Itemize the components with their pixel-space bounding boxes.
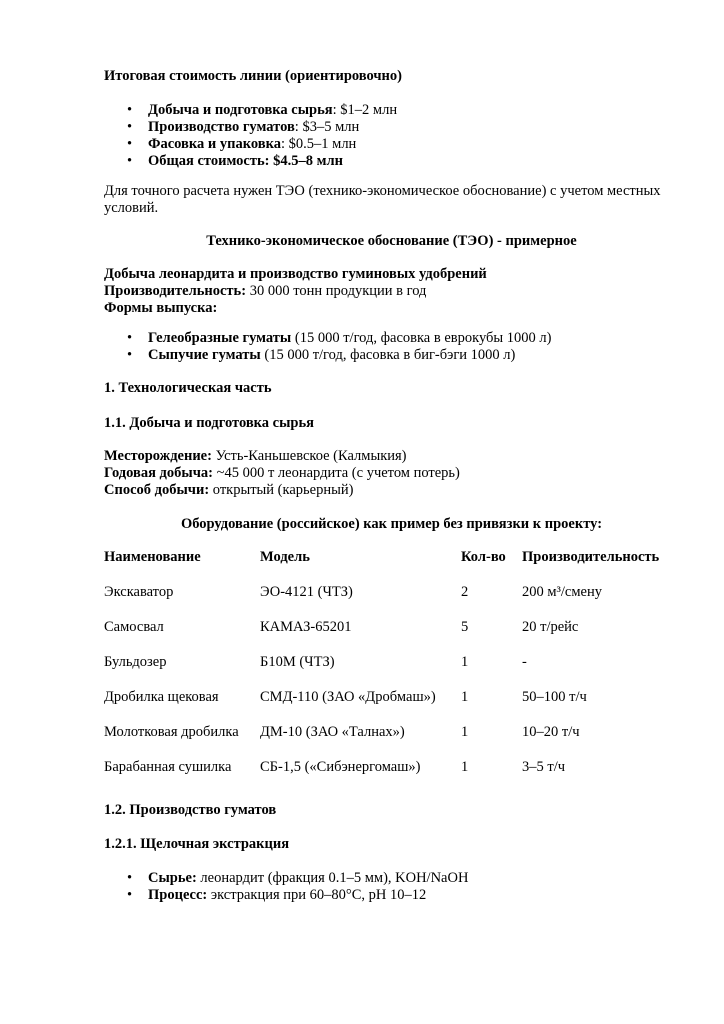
cost-list: [104, 102, 679, 170]
forms-list: [104, 330, 679, 364]
extraction-list: [104, 870, 679, 904]
table-row: Экскаватор ЭО-4121 (ЧТЗ) 2 200 м³/смену: [104, 584, 602, 600]
bullet-icon: •: [127, 136, 133, 152]
equipment-table: [104, 540, 674, 785]
deposit-line: Месторождение: Усть-Каньшевское (Калмыкия): [104, 448, 407, 464]
section-1-2-title: 1.2. Производство гуматов: [104, 802, 277, 818]
teo-title: Технико-экономическое обоснование (ТЭО) - примерное: [206, 233, 577, 249]
table-row: Барабанная сушилка СБ-1,5 («Сибэнергомаш») 1 3–5 т/ч: [104, 759, 566, 775]
list-item: • Сырье: леонардит (фракция 0.1–5 мм), KOH/NaOH: [127, 870, 469, 886]
section-1-1-title: 1.1. Добыча и подготовка сырья: [104, 415, 315, 431]
annual-line: Годовая добыча: ~45 000 т леонардита (с учетом потерь): [104, 465, 460, 481]
teo-subtitle: Добыча леонардита и производство гуминовых удобрений: [104, 266, 487, 282]
bullet-icon: •: [127, 347, 133, 363]
list-item: • Добыча и подготовка сырья: $1–2 млн: [127, 102, 398, 118]
teo-capacity: Производительность: 30 000 тонн продукции в год: [104, 283, 427, 299]
table-row: Самосвал КАМАЗ-65201 5 20 т/рейс: [104, 619, 579, 635]
bullet-icon: •: [127, 887, 133, 903]
list-item: • Общая стоимость: $4.5–8 млн: [127, 153, 343, 169]
document-page: [104, 66, 679, 904]
section-1-title: 1. Технологическая часть: [104, 380, 272, 396]
bullet-icon: •: [127, 119, 133, 135]
bullet-icon: •: [127, 153, 133, 169]
table-row: Бульдозер Б10М (ЧТЗ) 1 -: [104, 654, 527, 670]
equipment-title: Оборудование (российское) как пример без привязки к проекту:: [180, 516, 603, 532]
list-item: • Производство гуматов: $3–5 млн: [127, 119, 360, 135]
bullet-icon: •: [127, 102, 133, 118]
method-line: Способ добычи: открытый (карьерный): [104, 482, 354, 498]
table-row: Дробилка щековая СМД-110 (ЗАО «Дробмаш») 1 50–100 т/ч: [104, 689, 587, 705]
cost-heading: Итоговая стоимость линии (ориентировочно): [104, 68, 402, 84]
cost-note: Для точного расчета нужен ТЭО (технико-экономическое обоснование) с учетом местных условий.: [104, 183, 661, 216]
list-item: • Сыпучие гуматы (15 000 т/год, фасовка в биг-бэги 1000 л): [127, 347, 516, 363]
list-item: • Процесс: экстракция при 60–80°C, pH 10–12: [127, 887, 427, 903]
list-item: • Фасовка и упаковка: $0.5–1 млн: [127, 136, 357, 152]
bullet-icon: •: [127, 330, 133, 346]
table-header-row: Наименование Модель Кол-во Производительность: [104, 549, 660, 565]
list-item: • Гелеобразные гуматы (15 000 т/год, фасовка в еврокубы 1000 л): [127, 330, 552, 346]
table-row: Молотковая дробилка ДМ-10 (ЗАО «Талнах») 1 10–20 т/ч: [104, 724, 580, 740]
section-1-2-1-title: 1.2.1. Щелочная экстракция: [104, 836, 290, 852]
teo-forms-label: Формы выпуска:: [104, 300, 218, 316]
bullet-icon: •: [127, 870, 133, 886]
